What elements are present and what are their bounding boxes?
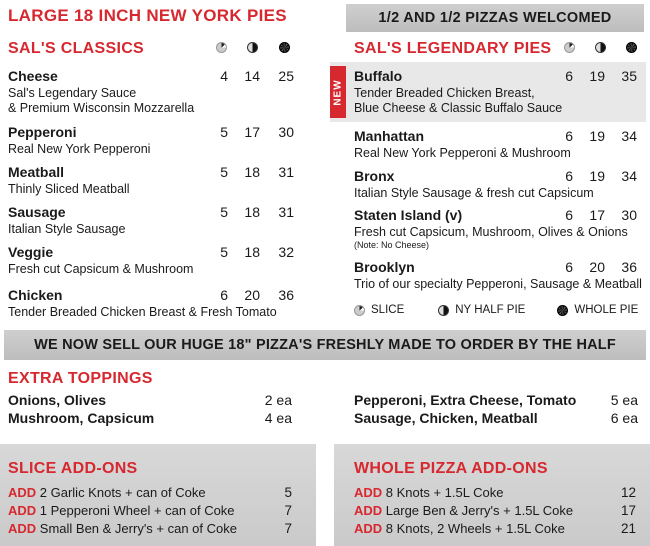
item-name: Bronx xyxy=(354,168,395,184)
right-header-banner xyxy=(346,4,644,32)
whole-pie-price: 36 xyxy=(621,259,637,275)
whole-pie-price: 32 xyxy=(278,244,294,260)
item-name: Sausage xyxy=(8,204,66,220)
whole-pie-price: 35 xyxy=(621,68,637,84)
item-description: Tender Breaded Chicken Breast & Fresh Tomato xyxy=(8,305,277,319)
item-note: (Note: No Cheese) xyxy=(354,240,430,250)
item-name: Manhattan xyxy=(354,128,424,144)
half-pie-icon xyxy=(247,42,258,53)
addon-price: 5 xyxy=(284,485,292,500)
addon-price: 7 xyxy=(284,503,292,518)
half-pie-price: 18 xyxy=(244,244,260,260)
addon-text: 8 Knots, 2 Wheels + 1.5L Coke xyxy=(385,521,565,536)
slice-price: 6 xyxy=(565,168,573,184)
legend-whole: WHOLE PIE xyxy=(574,304,639,316)
item-description: Italian Style Sausage xyxy=(8,222,126,236)
whole-pie-price: 25 xyxy=(278,68,294,84)
topping-price: 4 ea xyxy=(264,410,292,426)
legend-half: NY HALF PIE xyxy=(455,304,526,316)
slice-price: 5 xyxy=(220,124,228,140)
half-pie-price: 18 xyxy=(244,164,260,180)
whole-pie-price: 31 xyxy=(278,164,294,180)
topping-price: 2 ea xyxy=(264,392,292,408)
item-name: Brooklyn xyxy=(354,259,415,275)
half-banner-text: WE NOW SELL OUR HUGE 18" PIZZA'S FRESHLY MADE TO ORDER BY THE HALF xyxy=(34,337,616,353)
slice-icon xyxy=(216,42,227,53)
whole-pie-price: 30 xyxy=(278,124,294,140)
half-pie-price: 18 xyxy=(244,204,260,220)
left-header: LARGE 18 INCH NEW YORK PIES xyxy=(8,6,287,25)
addon-text: 1 Pepperoni Wheel + can of Coke xyxy=(39,503,235,518)
classics-title: SAL'S CLASSICS xyxy=(8,40,145,57)
item-name: Chicken xyxy=(8,287,63,303)
slice-price: 6 xyxy=(565,207,573,223)
addon-text: Small Ben & Jerry's + can of Coke xyxy=(39,521,237,536)
half-pie-price: 14 xyxy=(244,68,260,84)
half-banner xyxy=(4,330,646,360)
whole-pie-icon xyxy=(557,305,568,316)
addon-item xyxy=(8,521,237,536)
addon-item xyxy=(354,485,503,500)
whole-pie-price: 31 xyxy=(278,204,294,220)
half-pie-price: 19 xyxy=(589,68,605,84)
addon-item xyxy=(354,521,565,536)
item-description: & Premium Wisconsin Mozzarella xyxy=(8,101,195,115)
addon-text: 2 Garlic Knots + can of Coke xyxy=(39,485,206,500)
addon-price: 12 xyxy=(620,485,636,500)
item-description: Fresh cut Capsicum, Mushroom, Olives & Onions xyxy=(354,225,628,239)
item-name: Staten Island (v) xyxy=(354,207,463,223)
topping-name: Onions, Olives xyxy=(8,392,107,408)
slice-icon xyxy=(354,305,365,316)
item-description: Blue Cheese & Classic Buffalo Sauce xyxy=(354,101,563,115)
topping-name: Sausage, Chicken, Meatball xyxy=(354,410,538,426)
legendary-title: SAL'S LEGENDARY PIES xyxy=(354,40,552,57)
slice-price: 6 xyxy=(565,259,573,275)
topping-price: 5 ea xyxy=(610,392,638,408)
slice-price: 5 xyxy=(220,244,228,260)
half-pie-price: 20 xyxy=(244,287,260,303)
new-badge: NEW xyxy=(330,66,346,118)
add-label: ADD xyxy=(8,503,40,518)
whole-pie-icon xyxy=(279,42,290,53)
whole-pie-price: 34 xyxy=(621,168,637,184)
half-pie-price: 17 xyxy=(589,207,605,223)
topping-name: Mushroom, Capsicum xyxy=(8,410,155,426)
item-description: Tender Breaded Chicken Breast, xyxy=(354,86,535,100)
half-pie-price: 19 xyxy=(589,168,605,184)
addon-text: Large Ben & Jerry's + 1.5L Coke xyxy=(385,503,574,518)
item-description: Italian Style Sausage & fresh cut Capsicum xyxy=(354,186,594,200)
slice-price: 6 xyxy=(565,128,573,144)
add-label: ADD xyxy=(354,503,386,518)
item-description: Trio of our specialty Pepperoni, Sausage & Meatball xyxy=(354,277,642,291)
half-pie-price: 19 xyxy=(589,128,605,144)
whole-pie-price: 36 xyxy=(278,287,294,303)
item-description: Thinly Sliced Meatball xyxy=(8,182,130,196)
right-header: 1/2 AND 1/2 PIZZAS WELCOMED xyxy=(378,10,612,26)
slice-icon xyxy=(564,42,575,53)
slice-price: 6 xyxy=(220,287,228,303)
addon-item xyxy=(354,503,573,518)
whole-pie-price: 30 xyxy=(621,207,637,223)
slice-price: 6 xyxy=(565,68,573,84)
item-name: Meatball xyxy=(8,164,65,180)
legend xyxy=(354,304,638,316)
addon-item xyxy=(8,503,235,518)
half-pie-price: 17 xyxy=(244,124,260,140)
half-pie-icon xyxy=(595,42,606,53)
whole-addons-title: WHOLE PIZZA ADD-ONS xyxy=(354,460,548,477)
topping-price: 6 ea xyxy=(610,410,638,426)
legend-slice: SLICE xyxy=(371,304,405,316)
item-name: Cheese xyxy=(8,68,58,84)
addon-price: 21 xyxy=(620,521,636,536)
whole-pie-price: 34 xyxy=(621,128,637,144)
slice-price: 4 xyxy=(220,68,228,84)
slice-addons-title: SLICE ADD-ONS xyxy=(8,460,138,477)
add-label: ADD xyxy=(354,485,386,500)
item-description: Sal's Legendary Sauce xyxy=(8,86,137,100)
slice-price: 5 xyxy=(220,164,228,180)
item-name: Pepperoni xyxy=(8,124,77,140)
item-name: Buffalo xyxy=(354,68,403,84)
addon-item xyxy=(8,485,206,500)
item-description: Real New York Pepperoni xyxy=(8,142,151,156)
whole-pie-icon xyxy=(626,42,637,53)
item-name: Veggie xyxy=(8,244,54,260)
add-label: ADD xyxy=(8,485,40,500)
topping-name: Pepperoni, Extra Cheese, Tomato xyxy=(354,392,577,408)
item-description: Fresh cut Capsicum & Mushroom xyxy=(8,262,194,276)
add-label: ADD xyxy=(354,521,386,536)
half-pie-icon xyxy=(438,305,449,316)
half-pie-price: 20 xyxy=(589,259,605,275)
slice-price: 5 xyxy=(220,204,228,220)
addon-price: 17 xyxy=(620,503,636,518)
toppings-title: EXTRA TOPPINGS xyxy=(8,370,153,387)
addon-price: 7 xyxy=(284,521,292,536)
addon-text: 8 Knots + 1.5L Coke xyxy=(385,485,504,500)
item-description: Real New York Pepperoni & Mushroom xyxy=(354,146,571,160)
add-label: ADD xyxy=(8,521,40,536)
